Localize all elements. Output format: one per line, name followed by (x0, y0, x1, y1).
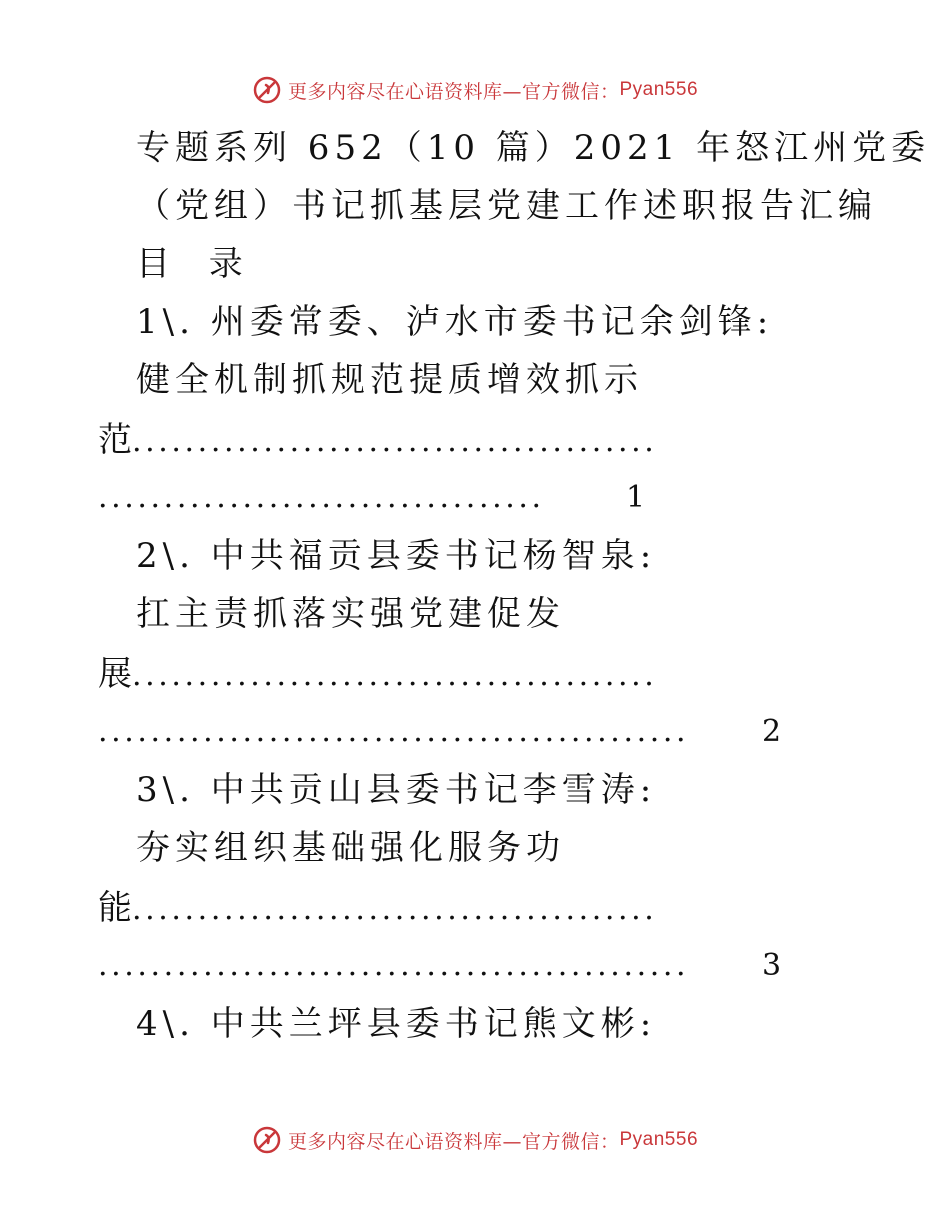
footer-watermark-banner (0, 1120, 950, 1160)
brand-logo-icon (252, 75, 282, 105)
banner-wechat-id: Pyan556 (619, 79, 699, 100)
toc-entry-2-subtitle: 扛主责抓落实强党建促发 (136, 594, 565, 634)
banner-text: 更多内容尽在心语资料库—官方微信： (287, 1130, 620, 1153)
toc-entry-4-heading: 4\. 中共兰坪县委书记熊文彬: (136, 1004, 657, 1044)
document-title-line-1: 专题系列 652（10 篇）2021 年怒江州党委 (136, 128, 931, 168)
toc-entry-1-leader-line-2 (98, 478, 638, 518)
header-watermark-banner (0, 70, 950, 110)
dot-leader: ........................................ (132, 424, 658, 459)
toc-entry-1-leader-line[interactable] (98, 420, 843, 460)
dot-leader: ............................................. (98, 714, 690, 749)
toc-entry-1-page-number[interactable]: 1 (626, 480, 646, 515)
banner-wechat-id: Pyan556 (619, 1129, 699, 1150)
toc-entry-2-tail: 展 (98, 654, 132, 694)
toc-entry-2-leader-line[interactable] (98, 654, 843, 694)
toc-entry-3-tail: 能 (98, 888, 132, 928)
toc-entry-1-heading: 1\. 州委常委、泸水市委书记余剑锋: (136, 302, 774, 342)
dot-leader: ........................................ (132, 892, 658, 927)
toc-entry-1-tail: 范 (98, 420, 132, 460)
dot-leader: ........................................ (132, 658, 658, 693)
toc-entry-3-subtitle: 夯实组织基础强化服务功 (136, 828, 565, 868)
toc-entry-2-leader-line-2 (98, 712, 778, 752)
banner-text: 更多内容尽在心语资料库—官方微信： (287, 80, 620, 103)
toc-heading: 目 录 (136, 244, 257, 284)
toc-entry-3-page-number[interactable]: 3 (762, 948, 782, 983)
toc-entry-3-heading: 3\. 中共贡山县委书记李雪涛: (136, 770, 657, 810)
dot-leader: ............................................. (98, 948, 690, 983)
toc-entry-2-heading: 2\. 中共福贡县委书记杨智泉: (136, 536, 657, 576)
toc-entry-1-subtitle: 健全机制抓规范提质增效抓示 (136, 360, 643, 400)
toc-entry-2-page-number[interactable]: 2 (762, 714, 782, 749)
toc-entry-3-leader-line-2 (98, 946, 778, 986)
document-title-line-2: （党组）书记抓基层党建工作述职报告汇编 (136, 186, 877, 226)
dot-leader: .................................. (98, 480, 545, 515)
brand-logo-icon (252, 1125, 282, 1155)
toc-entry-3-leader-line[interactable] (98, 888, 843, 928)
